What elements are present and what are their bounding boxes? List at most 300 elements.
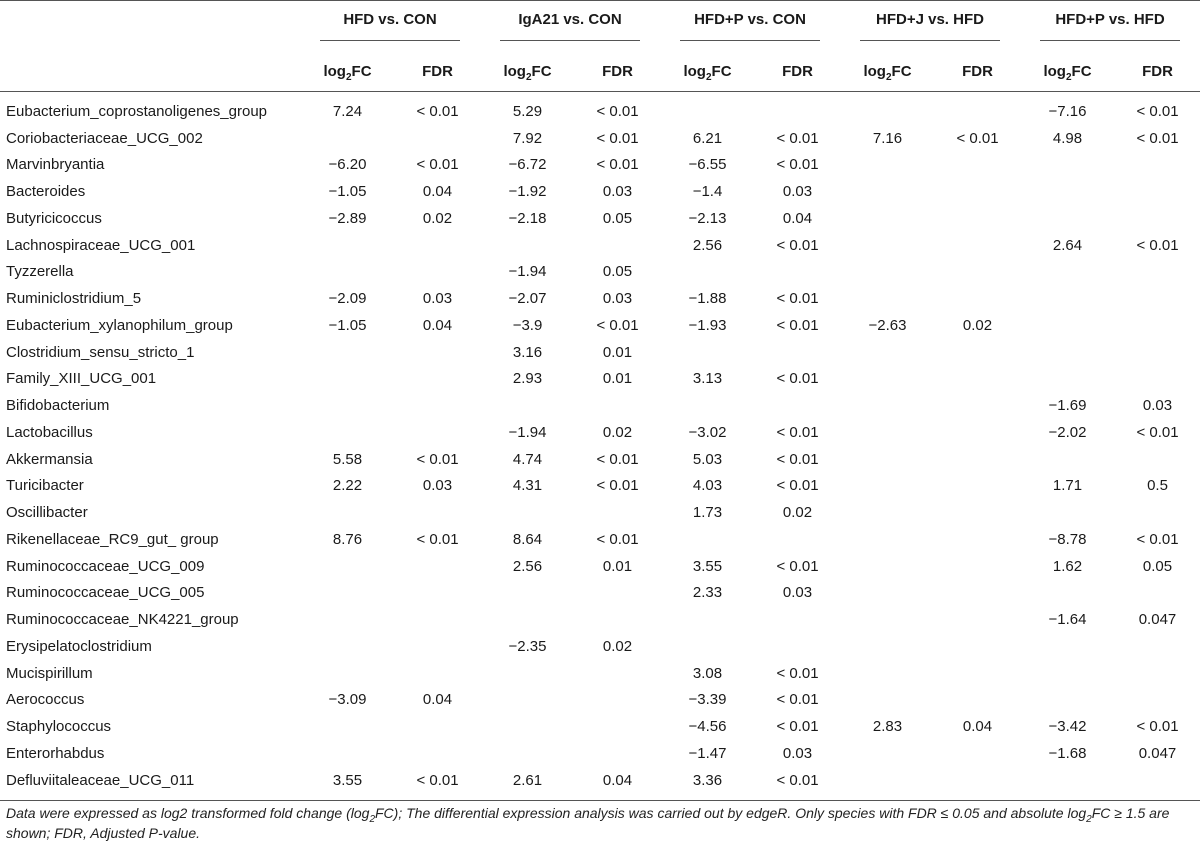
log2fc-cell: −1.94 [508,423,547,441]
species-cell: Staphylococcus [6,718,112,736]
fdr-cell: < 0.01 [596,102,639,120]
log2fc-cell [300,125,395,152]
group-header-label: HFD vs. CON [343,11,437,28]
log2fc-cell: −1.64 [1048,611,1087,629]
species-cell: Turicibacter [6,477,84,495]
log2fc-cell [840,419,935,446]
log2fc-cell [480,499,575,526]
fdr-cell [755,259,840,286]
log2fc-cell: −1.93 [688,316,727,334]
log2fc-cell: 4.03 [692,477,723,495]
log2fc-cell: 4.98 [1052,129,1083,147]
fdr-cell: < 0.01 [776,236,819,254]
fdr-cell: < 0.01 [776,370,819,388]
fdr-cell [1115,633,1200,660]
fdr-column-header: FDR [1115,51,1200,92]
fdr-cell: < 0.01 [776,477,819,495]
table-row [0,285,1200,312]
log2fc-cell [840,526,935,553]
fdr-cell [1115,339,1200,366]
table-row [0,499,1200,526]
log2fc-cell [300,339,395,366]
log2fc-cell [1020,205,1115,232]
table-row [0,392,1200,419]
log2fc-cell [1020,580,1115,607]
log2fc-cell: 7.24 [332,102,363,120]
log2fc-cell: −2.89 [328,209,367,227]
log2fc-cell: −1.69 [1048,397,1087,415]
species-cell: Clostridium_sensu_stricto_1 [6,343,195,361]
fdr-cell [935,446,1020,473]
fdr-cell: 0.01 [602,370,633,388]
log2fc-cell [480,687,575,714]
log2fc-cell: −3.42 [1048,718,1087,736]
log2fc-cell: −3.9 [512,316,543,334]
fdr-cell [1115,285,1200,312]
table-row [0,178,1200,205]
log2fc-cell: −3.39 [688,691,727,709]
fdr-cell: < 0.01 [1136,530,1179,548]
log2fc-cell [1020,633,1115,660]
fdr-cell: < 0.01 [596,156,639,174]
species-cell: Marvinbryantia [6,156,105,174]
table-body [0,92,1200,801]
log2fc-cell [1020,152,1115,179]
group-header-label: HFD+J vs. HFD [876,11,984,28]
log2fc-cell: 3.08 [692,664,723,682]
log2fc-cell [660,92,755,125]
fdr-cell [1115,366,1200,393]
table-row [0,767,1200,800]
log2fc-cell: 2.22 [332,477,363,495]
fdr-cell [1115,767,1200,800]
log2fc-header-part: FC [351,62,372,80]
table-row [0,740,1200,767]
log2fc-cell [840,232,935,259]
log2fc-cell [480,660,575,687]
fdr-cell [575,580,660,607]
log2fc-cell [1020,285,1115,312]
footnote-text: FC ≥ 1.5 are shown; FDR, Adjusted P-value. [6,805,1170,841]
fdr-cell [1115,312,1200,339]
log2fc-cell [300,419,395,446]
species-cell: Ruminococcaceae_NK4221_group [6,611,239,629]
table-row [0,553,1200,580]
log2fc-cell: −4.56 [688,718,727,736]
table-row [0,419,1200,446]
fdr-cell: < 0.01 [1136,236,1179,254]
fdr-cell: 0.04 [422,691,453,709]
log2fc-cell [840,553,935,580]
fdr-cell: < 0.01 [776,557,819,575]
log2fc-cell: 5.03 [692,450,723,468]
table-row [0,473,1200,500]
species-cell: Bifidobacterium [6,397,110,415]
log2fc-cell: 7.92 [512,129,543,147]
log2fc-cell: 3.13 [692,370,723,388]
fdr-cell [395,660,480,687]
log2fc-cell [840,660,935,687]
fdr-cell [755,526,840,553]
species-cell: Tyzzerella [6,263,74,281]
log2fc-cell [300,713,395,740]
fdr-cell: 0.05 [1142,557,1173,575]
fdr-cell [935,633,1020,660]
log2fc-cell: 3.36 [660,767,755,800]
log2fc-cell [840,285,935,312]
log2fc-cell [660,606,755,633]
log2fc-cell [840,392,935,419]
log2fc-column-header [1020,51,1115,92]
fdr-cell [395,633,480,660]
log2fc-header-part: 2 [705,71,712,83]
log2fc-header-part: log [1043,62,1066,80]
log2fc-cell: 2.64 [1052,236,1083,254]
fdr-cell [575,687,660,714]
fdr-cell: < 0.01 [416,102,459,120]
fdr-cell [395,713,480,740]
footnote-subscript: 2 [1086,813,1092,825]
species-cell: Butyricicoccus [6,209,102,227]
fdr-cell: < 0.01 [596,450,639,468]
log2fc-column-header [840,51,935,92]
fdr-cell [935,178,1020,205]
fdr-cell [395,499,480,526]
log2fc-cell: −8.78 [1048,530,1087,548]
species-cell: Aerococcus [6,691,85,709]
log2fc-cell [300,259,395,286]
fdr-cell [935,92,1020,125]
log2fc-cell [660,259,755,286]
group-header-cell [300,1,480,52]
log2fc-cell [300,740,395,767]
fdr-cell [935,553,1020,580]
group-header-row [0,1,1200,52]
group-header-cell [660,1,840,52]
table-row [0,606,1200,633]
log2fc-cell [300,580,395,607]
column-header-row [0,51,1200,92]
log2fc-cell [840,92,935,125]
group-underline [320,40,460,41]
log2fc-cell [480,580,575,607]
log2fc-column-header [300,51,395,92]
species-cell: Akkermansia [6,450,93,468]
log2fc-cell: 2.93 [512,370,543,388]
fdr-cell: < 0.01 [755,767,840,800]
fdr-cell: 0.03 [782,744,813,762]
log2fc-cell [660,339,755,366]
log2fc-header-part: FC [711,62,732,80]
log2fc-cell: −2.07 [508,290,547,308]
log2fc-header-part: 2 [1065,71,1072,83]
fdr-cell: 0.03 [782,183,813,201]
fdr-cell [935,339,1020,366]
species-cell: Defluviitaleaceae_UCG_011 [0,767,300,800]
group-header-label: IgA21 vs. CON [518,11,622,28]
fdr-cell: 0.02 [782,504,813,522]
fdr-cell [935,392,1020,419]
fdr-cell: < 0.01 [776,664,819,682]
table-row [0,205,1200,232]
fdr-cell: 0.02 [422,209,453,227]
log2fc-cell [480,232,575,259]
fdr-cell [575,713,660,740]
fdr-cell: < 0.01 [1136,718,1179,736]
fdr-column-header: FDR [755,51,840,92]
fdr-cell [395,259,480,286]
group-header-label: HFD+P vs. CON [694,11,806,28]
log2fc-cell [840,446,935,473]
log2fc-cell: 3.16 [512,343,543,361]
log2fc-cell [1020,312,1115,339]
table-row [0,259,1200,286]
log2fc-cell [1020,178,1115,205]
fdr-cell [395,366,480,393]
log2fc-cell: 5.58 [332,450,363,468]
log2fc-cell [840,633,935,660]
fdr-cell [575,232,660,259]
group-header-label: HFD+P vs. HFD [1055,11,1165,28]
table-row [0,660,1200,687]
fdr-cell [1115,205,1200,232]
species-cell: Lactobacillus [6,423,93,441]
fdr-cell [935,526,1020,553]
log2fc-header-part: log [683,62,706,80]
log2fc-cell [300,606,395,633]
log2fc-cell: 5.29 [512,102,543,120]
log2fc-column-header [480,51,575,92]
fdr-cell [935,660,1020,687]
fdr-cell [395,339,480,366]
fdr-cell [395,580,480,607]
table-row [0,312,1200,339]
fdr-cell [575,606,660,633]
fdr-cell [395,232,480,259]
species-cell: Oscillibacter [6,504,88,522]
group-underline [680,40,820,41]
table-row [0,446,1200,473]
log2fc-cell [480,392,575,419]
species-cell: Ruminiclostridium_5 [6,290,142,308]
fdr-cell: < 0.01 [1136,102,1179,120]
group-underline [1040,40,1180,41]
fdr-cell [755,392,840,419]
fdr-cell: < 0.01 [956,129,999,147]
fdr-cell: < 0.01 [416,450,459,468]
species-cell: Eubacterium_coprostanoligenes_group [6,102,268,120]
fdr-cell: 0.047 [1138,744,1177,762]
log2fc-cell [480,713,575,740]
log2fc-cell: −2.63 [868,316,907,334]
log2fc-cell [1020,499,1115,526]
fdr-cell: 0.03 [1142,397,1173,415]
species-cell: Ruminococcaceae_UCG_009 [6,557,205,575]
species-header-cell [0,1,300,52]
log2fc-cell [480,740,575,767]
log2fc-cell: 1.71 [1052,477,1083,495]
fdr-cell: 0.04 [962,718,993,736]
log2fc-cell [840,339,935,366]
log2fc-cell: −1.47 [688,744,727,762]
log2fc-cell [660,633,755,660]
fdr-cell [935,232,1020,259]
fdr-cell: < 0.01 [776,316,819,334]
fdr-cell [755,606,840,633]
fdr-cell [1115,660,1200,687]
table-row [0,366,1200,393]
log2fc-cell: 2.56 [692,236,723,254]
fdr-column-header: FDR [575,51,660,92]
fdr-cell [575,740,660,767]
log2fc-cell: −2.35 [508,637,547,655]
fdr-cell: < 0.01 [776,450,819,468]
fdr-cell: < 0.01 [596,316,639,334]
log2fc-cell [300,553,395,580]
log2fc-header-part: log [503,62,526,80]
fdr-cell [935,366,1020,393]
group-header-cell [480,1,660,52]
footnote-subscript: 2 [369,813,375,825]
log2fc-cell: 2.61 [480,767,575,800]
fdr-cell: < 0.01 [776,718,819,736]
table-row [0,713,1200,740]
log2fc-cell: 6.21 [692,129,723,147]
log2fc-cell: −3.09 [328,691,367,709]
fdr-cell [755,92,840,125]
log2fc-cell: −2.09 [328,290,367,308]
fdr-cell [1115,580,1200,607]
fdr-cell: 0.04 [575,767,660,800]
fdr-cell [395,125,480,152]
fdr-cell [1115,499,1200,526]
log2fc-cell [660,526,755,553]
table-row [0,339,1200,366]
log2fc-cell [840,767,935,800]
fdr-cell [395,740,480,767]
log2fc-cell [840,259,935,286]
log2fc-cell: −1.05 [328,183,367,201]
fdr-cell: 0.03 [602,290,633,308]
log2fc-cell [300,660,395,687]
fdr-cell: < 0.01 [776,423,819,441]
footnote-text: Data were expressed as log2 transformed fold change (log [6,805,370,821]
log2fc-header-part: 2 [345,71,352,83]
log2fc-header-part: 2 [885,71,892,83]
log2fc-cell: 2.56 [512,557,543,575]
species-cell: Coriobacteriaceae_UCG_002 [6,129,203,147]
species-cell: Enterorhabdus [6,744,105,762]
log2fc-cell [840,473,935,500]
log2fc-cell [1020,339,1115,366]
fdr-cell [935,499,1020,526]
fdr-cell: < 0.01 [596,477,639,495]
log2fc-cell: −2.13 [688,209,727,227]
fdr-cell: < 0.01 [395,767,480,800]
fdr-cell: 0.03 [422,290,453,308]
log2fc-cell: −6.72 [508,156,547,174]
log2fc-cell: 2.33 [692,584,723,602]
fdr-column-header: FDR [395,51,480,92]
table-footnote [6,803,1194,843]
log2fc-cell: −6.20 [328,156,367,174]
log2fc-cell: −1.68 [1048,744,1087,762]
log2fc-cell: 4.74 [512,450,543,468]
fdr-cell [935,259,1020,286]
fdr-cell: 0.03 [422,477,453,495]
species-cell: Bacteroides [6,183,86,201]
species-cell: Ruminococcaceae_UCG_005 [6,584,205,602]
log2fc-header-part: FC [531,62,552,80]
log2fc-cell [840,205,935,232]
fdr-cell: < 0.01 [1136,423,1179,441]
species-cell: Rikenellaceae_RC9_gut_ group [6,530,219,548]
fdr-cell: 0.01 [602,343,633,361]
group-header-cell [840,1,1020,52]
log2fc-cell: −1.94 [508,263,547,281]
log2fc-header-part: FC [1071,62,1092,80]
fdr-cell: 0.5 [1147,477,1168,495]
species-cell: Family_XIII_UCG_001 [6,370,157,388]
log2fc-cell [1020,660,1115,687]
table-row [0,633,1200,660]
log2fc-cell: −1.88 [688,290,727,308]
log2fc-cell: −1.05 [328,316,367,334]
log2fc-cell [300,499,395,526]
table-row [0,125,1200,152]
fdr-cell [755,633,840,660]
log2fc-cell: 4.31 [512,477,543,495]
fdr-cell [395,553,480,580]
fdr-cell: < 0.01 [776,129,819,147]
fdr-cell [935,152,1020,179]
fdr-cell [1115,687,1200,714]
log2fc-cell: −2.18 [508,209,547,227]
fdr-cell [935,767,1020,800]
species-cell: Lachnospiraceae_UCG_001 [6,236,196,254]
log2fc-cell [1020,366,1115,393]
log2fc-cell [840,687,935,714]
fdr-cell [575,660,660,687]
fdr-cell [935,580,1020,607]
fdr-cell: 0.047 [1138,611,1177,629]
fdr-cell [935,205,1020,232]
fdr-cell [1115,259,1200,286]
log2fc-cell [1020,259,1115,286]
log2fc-cell [300,633,395,660]
species-column-header [0,51,300,92]
fdr-cell [935,740,1020,767]
fdr-cell [935,473,1020,500]
log2fc-header-part: FC [891,62,912,80]
log2fc-header-part: 2 [525,71,532,83]
fdr-cell [395,419,480,446]
log2fc-header-part: log [863,62,886,80]
group-underline [500,40,640,41]
table-row [0,92,1200,125]
species-cell: Erysipelatoclostridium [6,637,152,655]
species-cell: Mucispirillum [6,664,93,682]
log2fc-cell: 1.73 [692,504,723,522]
log2fc-cell: 3.55 [692,557,723,575]
fdr-cell: 0.02 [602,637,633,655]
fdr-cell: < 0.01 [416,530,459,548]
table-row [0,526,1200,553]
log2fc-cell: −6.55 [688,156,727,174]
fdr-cell [935,419,1020,446]
log2fc-cell: 8.76 [332,530,363,548]
log2fc-cell: 3.55 [300,767,395,800]
